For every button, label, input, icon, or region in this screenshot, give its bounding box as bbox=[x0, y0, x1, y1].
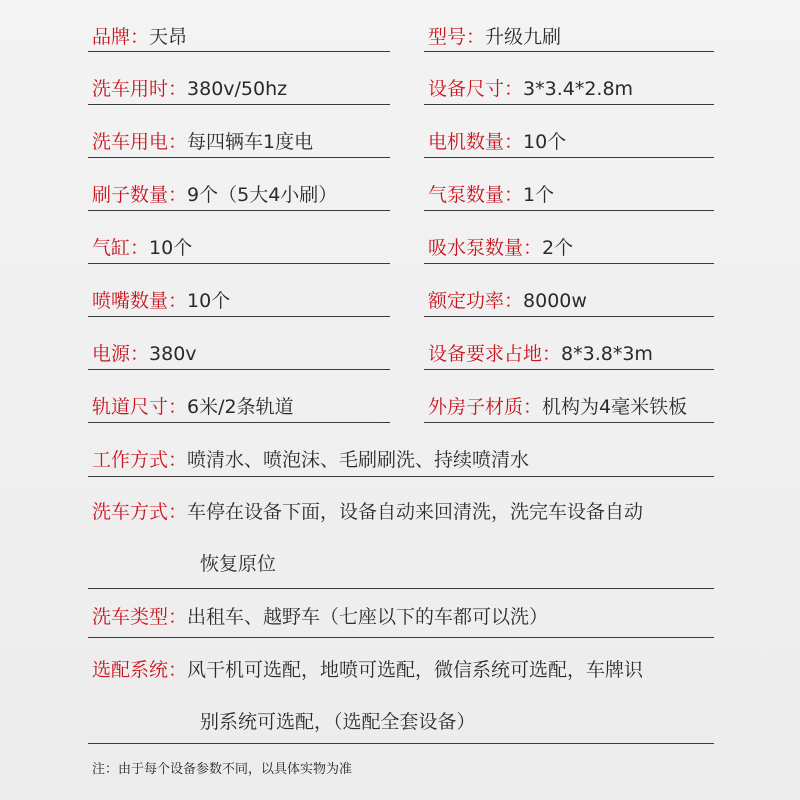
divider bbox=[424, 210, 714, 211]
rated-power-label: 额定功率： bbox=[428, 290, 524, 312]
options-row bbox=[92, 657, 643, 683]
options-continuation bbox=[200, 709, 476, 735]
divider bbox=[424, 51, 714, 52]
divider bbox=[424, 157, 714, 158]
power-use-label: 洗车用电： bbox=[92, 131, 188, 153]
model-label: 型号： bbox=[428, 26, 486, 48]
divider bbox=[88, 316, 390, 317]
divider bbox=[424, 422, 714, 423]
options-label: 选配系统： bbox=[92, 659, 188, 681]
car-type-row bbox=[92, 604, 548, 630]
wash-mode-row bbox=[92, 499, 643, 525]
brand-label: 品牌： bbox=[92, 26, 150, 48]
model-row bbox=[428, 24, 561, 50]
brush-row bbox=[92, 182, 337, 208]
floor-area-label: 设备要求占地： bbox=[428, 343, 562, 365]
work-mode-label: 工作方式： bbox=[92, 449, 188, 471]
nozzle-label: 喷嘴数量： bbox=[92, 290, 188, 312]
nozzle-row bbox=[92, 288, 230, 314]
suction-pump-row bbox=[428, 235, 573, 261]
motor-label: 电机数量： bbox=[428, 131, 524, 153]
air-pump-label: 气泵数量： bbox=[428, 184, 524, 206]
wash-mode-value-line2: 恢复原位 bbox=[200, 553, 277, 575]
size-value: 3*3.4*2.8m bbox=[523, 78, 634, 100]
divider bbox=[88, 743, 714, 744]
brand-value: 天昂 bbox=[149, 26, 188, 48]
divider bbox=[424, 369, 714, 370]
divider bbox=[88, 588, 714, 589]
size-row bbox=[428, 76, 633, 102]
car-type-label: 洗车类型： bbox=[92, 606, 188, 628]
floor-area-row bbox=[428, 341, 653, 367]
housing-value: 机构为4毫米铁板 bbox=[542, 396, 688, 418]
track-row bbox=[92, 394, 294, 420]
divider bbox=[88, 476, 714, 477]
wash-time-row bbox=[92, 76, 287, 102]
wash-mode-value: 车停在设备下面，设备自动来回清洗，洗完车设备自动 bbox=[187, 501, 644, 523]
housing-row bbox=[428, 394, 687, 420]
work-mode-value: 喷清水、喷泡沫、毛刷刷洗、持续喷清水 bbox=[187, 449, 530, 471]
air-pump-row bbox=[428, 182, 554, 208]
nozzle-value: 10个 bbox=[187, 290, 231, 312]
wash-mode-continuation bbox=[200, 551, 276, 577]
divider bbox=[88, 369, 390, 370]
power-use-value: 每四辆车1度电 bbox=[187, 131, 314, 153]
brush-label: 刷子数量： bbox=[92, 184, 188, 206]
cylinder-row bbox=[92, 235, 192, 261]
work-mode-row bbox=[92, 447, 529, 473]
divider bbox=[88, 51, 390, 52]
wash-mode-label: 洗车方式： bbox=[92, 501, 188, 523]
brush-value: 9个（5大4小刷） bbox=[187, 184, 338, 206]
divider bbox=[88, 157, 390, 158]
power-use-row bbox=[92, 129, 313, 155]
divider bbox=[424, 316, 714, 317]
divider bbox=[88, 104, 390, 105]
car-type-value: 出租车、越野车（七座以下的车都可以洗） bbox=[187, 606, 549, 628]
power-supply-label: 电源： bbox=[92, 343, 150, 365]
motor-value: 10个 bbox=[523, 131, 567, 153]
divider bbox=[424, 104, 714, 105]
divider bbox=[88, 422, 390, 423]
power-supply-value: 380v bbox=[149, 343, 197, 365]
air-pump-value: 1个 bbox=[523, 184, 555, 206]
power-supply-row bbox=[92, 341, 197, 367]
options-value: 风干机可选配，地喷可选配，微信系统可选配，车牌识 bbox=[187, 659, 644, 681]
housing-label: 外房子材质： bbox=[428, 396, 543, 418]
cylinder-label: 气缸： bbox=[92, 237, 150, 259]
options-value-line2: 别系统可选配，（选配全套设备） bbox=[200, 711, 476, 733]
track-value: 6米/2条轨道 bbox=[187, 396, 294, 418]
model-value: 升级九刷 bbox=[485, 26, 562, 48]
footnote: 注：由于每个设备参数不同，以具体实物为准 bbox=[92, 762, 353, 777]
suction-pump-label: 吸水泵数量： bbox=[428, 237, 543, 259]
divider bbox=[88, 263, 390, 264]
rated-power-row bbox=[428, 288, 587, 314]
motor-row bbox=[428, 129, 566, 155]
divider bbox=[424, 263, 714, 264]
wash-time-label: 洗车用时： bbox=[92, 78, 188, 100]
floor-area-value: 8*3.8*3m bbox=[561, 343, 653, 365]
divider bbox=[88, 210, 390, 211]
brand-row bbox=[92, 24, 187, 50]
rated-power-value: 8000w bbox=[523, 290, 587, 312]
suction-pump-value: 2个 bbox=[542, 237, 574, 259]
cylinder-value: 10个 bbox=[149, 237, 193, 259]
size-label: 设备尺寸： bbox=[428, 78, 524, 100]
wash-time-value: 380v/50hz bbox=[187, 78, 288, 100]
divider bbox=[88, 637, 714, 638]
track-label: 轨道尺寸： bbox=[92, 396, 188, 418]
